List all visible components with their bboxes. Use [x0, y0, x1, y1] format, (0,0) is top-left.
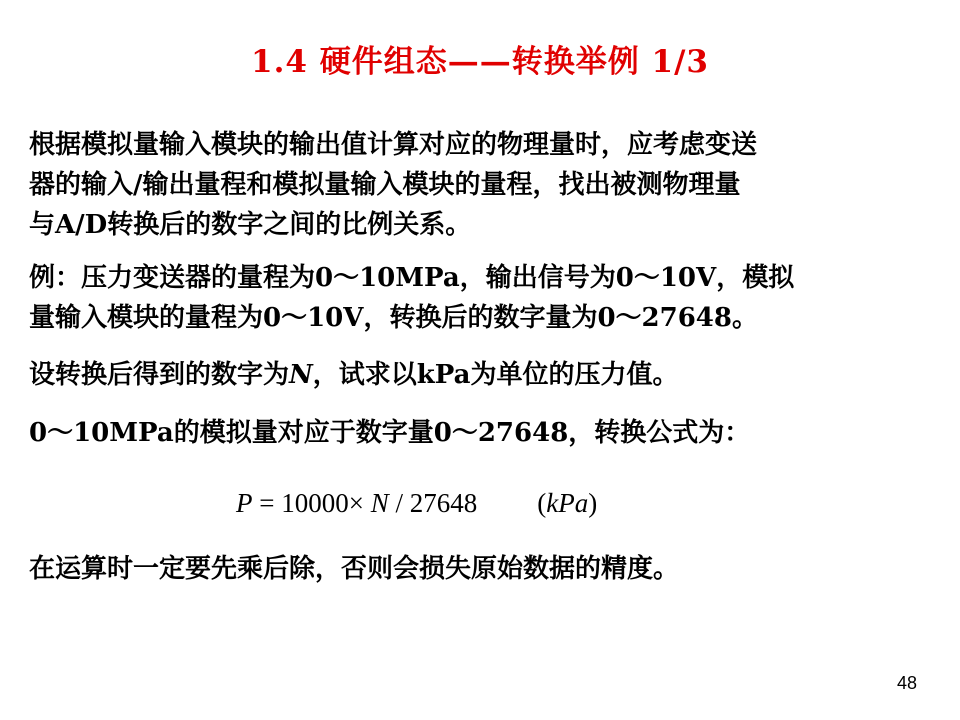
paragraph-formula-intro: 0～10MPa的模拟量对应于数字量0～27648，转换公式为：	[29, 418, 751, 448]
page-number: 48	[897, 673, 918, 693]
paragraph-question	[29, 355, 939, 395]
formula-lhs: P	[236, 488, 253, 518]
slide-title: 1.4 硬件组态——转换举例 1/3	[251, 44, 709, 80]
conversion-formula	[236, 483, 597, 523]
text-line: 器的输入/输出量程和模拟量输入模块的量程，找出被测物理量	[29, 170, 741, 200]
formula-unit-open: (	[537, 488, 547, 518]
text-line: 量输入模块的量程为0～10V，转换后的数字量为0～27648。	[29, 303, 758, 333]
question-text-before: 设转换后得到的数字为	[29, 360, 290, 390]
formula-unit: kPa	[546, 488, 589, 518]
formula-n: N	[370, 488, 389, 518]
text-line: 根据模拟量输入模块的输出值计算对应的物理量时，应考虑变送	[29, 130, 758, 160]
question-text-after: ，试求以kPa为单位的压力值。	[312, 360, 679, 390]
text-line: 例：压力变送器的量程为0～10MPa，输出信号为0～10V，模拟	[29, 263, 795, 293]
text-line: 与A/D转换后的数字之间的比例关系。	[29, 210, 472, 240]
paragraph-precision-note: 在运算时一定要先乘后除，否则会损失原始数据的精度。	[29, 554, 680, 584]
formula-multiplier: = 10000×	[252, 488, 371, 518]
paragraph-conversion-principle	[29, 125, 939, 245]
formula-unit-close: )	[588, 488, 598, 518]
question-variable: N	[289, 360, 313, 390]
formula-divisor: / 27648	[388, 488, 478, 518]
paragraph-example	[29, 258, 939, 338]
